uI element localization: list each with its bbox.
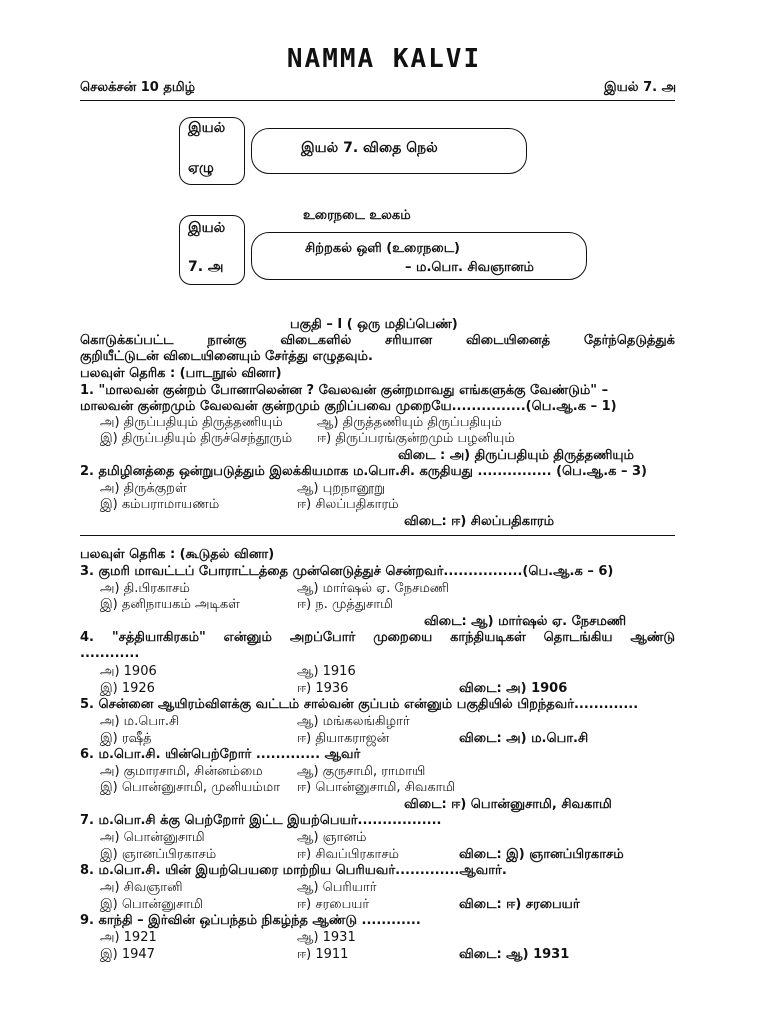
q1-option-c: இ) திருப்பதியும் திருச்செந்தூரும் <box>100 431 293 446</box>
q3-option-a: அ) தி.பிரகாசம் <box>100 581 190 596</box>
question-5: 5. சென்னை ஆயிரம்விளக்கு வட்டம் சால்வன் குப்பம் என்னும் பகுதியில் பிறந்தவர்............. <box>80 697 639 712</box>
q7-answer: விடை: இ) ஞானப்பிரகாசம் <box>459 847 624 862</box>
question-7: 7. ம.பொ.சி க்கு பெற்றோர் இட்ட இயற்பெயர்................. <box>80 813 442 828</box>
question-1-line-2: மாலவன் குன்றமும் வேலவன் குன்றமும் குறிப்பவை முறையே...............(பெ.ஆ.க – 1) <box>80 399 617 414</box>
q3-answer: விடை: ஆ) மார்ஷல் ஏ. நேசமணி <box>424 614 627 629</box>
q4-option-c: இ) 1926 <box>100 681 155 696</box>
q4-option-b: ஆ) 1916 <box>297 664 356 679</box>
chapter-label: இயல் <box>188 120 226 136</box>
q2-answer: விடை: ஈ) சிலப்பதிகாரம் <box>404 514 555 529</box>
header-left: செலக்சன் 10 தமிழ் <box>80 80 196 95</box>
question-4: 4. "சத்தியாகிரகம்" என்னும் அறப்போர் முறையை காந்தியடிகள் தொடங்கிய ஆண்டு <box>80 630 675 645</box>
q7-option-a: அ) பொன்னுசாமி <box>100 830 205 845</box>
q6-answer: விடை: ஈ) பொன்னுசாமி, சிவகாமி <box>404 797 612 812</box>
q4-option-a: அ) 1906 <box>100 664 157 679</box>
q1-option-d: ஈ) திருப்பரங்குன்றமும் பழனியும் <box>317 431 515 446</box>
q8-option-b: ஆ) பெரியார் <box>297 880 377 895</box>
q5-option-b: ஆ) மங்கலங்கிழார் <box>297 714 410 729</box>
q3-option-c: இ) தனிநாயகம் அடிகள் <box>100 597 240 612</box>
instruction-line-2: குறியீட்டுடன் விடையினையும் சேர்த்து எழுதவும். <box>80 349 373 364</box>
q5-option-c: இ) ரஷீத் <box>100 731 152 746</box>
lesson-title: சிற்றகல் ஒளி (உரைநடை) <box>305 241 460 256</box>
subsection-additional: பலவுள் தெரிக : (கூடுதல் வினா) <box>80 547 275 562</box>
question-3: 3. குமரி மாவட்டப் போராட்டத்தை முன்னெடுத்துச் சென்றவர்................(பெ.ஆ.க – 6) <box>80 564 614 579</box>
header-rule <box>80 100 675 101</box>
section-divider <box>80 535 675 536</box>
chapter-number: ஏழு <box>188 160 214 176</box>
q3-option-d: ஈ) ந. முத்துசாமி <box>297 597 393 612</box>
q6-option-c: இ) பொன்னுசாமி, முனியம்மா <box>100 780 281 795</box>
q1-option-b: ஆ) திருத்தணியும் திருப்பதியும் <box>317 415 502 430</box>
question-6: 6. ம.பொ.சி. யின்பெற்றோர் ............. ஆவர் <box>80 747 361 762</box>
q9-answer: விடை: ஆ) 1931 <box>459 947 570 962</box>
q9-option-c: இ) 1947 <box>100 947 155 962</box>
lesson-category: உரைநடை உலகம் <box>303 208 411 223</box>
lesson-label: இயல் <box>188 220 226 236</box>
question-8: 8. ம.பொ.சி. யின் இயற்பெயரை மாற்றிய பெரியவர்.............ஆவார். <box>80 863 507 878</box>
q5-answer: விடை: அ) ம.பொ.சி <box>459 731 589 746</box>
q2-option-c: இ) கம்பராமாயணம் <box>100 497 220 512</box>
question-1: 1. "மாலவன் குன்றம் போனாலென்ன ? வேலவன் குன்றமாவது எங்களுக்கு வேண்டும்" – <box>80 383 609 398</box>
question-9: 9. காந்தி – இர்வின் ஒப்பந்தம் நிகழ்ந்த ஆண்டு ............ <box>80 913 421 928</box>
brand-title: NAMMA KALVI <box>286 44 482 74</box>
q1-option-a: அ) திருப்பதியும் திருத்தணியும் <box>100 415 283 430</box>
q9-option-a: அ) 1921 <box>100 930 157 945</box>
q7-option-b: ஆ) ஞானம் <box>297 830 367 845</box>
q9-option-d: ஈ) 1911 <box>297 947 349 962</box>
q2-option-a: அ) திருக்குறள் <box>100 481 187 496</box>
q2-option-d: ஈ) சிலப்பதிகாரம் <box>297 497 399 512</box>
q8-option-d: ஈ) சரபையர் <box>297 897 370 912</box>
subsection-textbook: பலவுள் தெரிக : (பாடநூல் வினா) <box>80 366 282 381</box>
q9-option-b: ஆ) 1931 <box>297 930 356 945</box>
q3-option-b: ஆ) மார்ஷல் ஏ. நேசமணி <box>297 581 450 596</box>
q8-answer: விடை: ஈ) சரபையர் <box>459 897 580 912</box>
q4-option-d: ஈ) 1936 <box>297 681 349 696</box>
q6-option-b: ஆ) குருசாமி, ராமாயி <box>297 764 426 779</box>
q8-option-a: அ) சிவஞானி <box>100 880 183 895</box>
q7-option-d: ஈ) சிவப்பிரகாசம் <box>297 847 400 862</box>
chapter-title: இயல் 7. விதை நெல் <box>301 140 438 156</box>
q7-option-c: இ) ஞானப்பிரகாசம் <box>100 847 217 862</box>
lesson-author: – ம.பொ. சிவஞானம் <box>405 260 534 275</box>
instruction-line-1: கொடுக்கப்பட்ட நான்கு விடைகளில் சரியான விடையினைத் தேர்ந்தெடுத்துக் <box>80 333 675 348</box>
q6-option-a: அ) குமாரசாமி, சின்னம்மை <box>100 764 263 779</box>
section-heading: பகுதி – I ( ஒரு மதிப்பெண்) <box>290 317 458 332</box>
question-4-line-2: ............ <box>80 646 140 661</box>
lesson-number: 7. அ <box>188 259 224 275</box>
q5-option-a: அ) ம.பொ.சி <box>100 714 180 729</box>
q1-answer: விடை : அ) திருப்பதியும் திருத்தணியும் <box>398 448 635 463</box>
header-right: இயல் 7. அ <box>604 80 677 95</box>
q2-option-b: ஆ) புறநானூறு <box>297 481 386 496</box>
q5-option-d: ஈ) தியாகராஜன் <box>297 731 390 746</box>
question-2: 2. தமிழினத்தை ஒன்றுபடுத்தும் இலக்கியமாக ம.பொ.சி. கருதியது ............... (பெ.ஆ.க – 3) <box>80 464 647 479</box>
q6-option-d: ஈ) பொன்னுசாமி, சிவகாமி <box>297 780 456 795</box>
q4-answer: விடை: அ) 1906 <box>459 681 568 696</box>
q8-option-c: இ) பொன்னுசாமி <box>100 897 203 912</box>
